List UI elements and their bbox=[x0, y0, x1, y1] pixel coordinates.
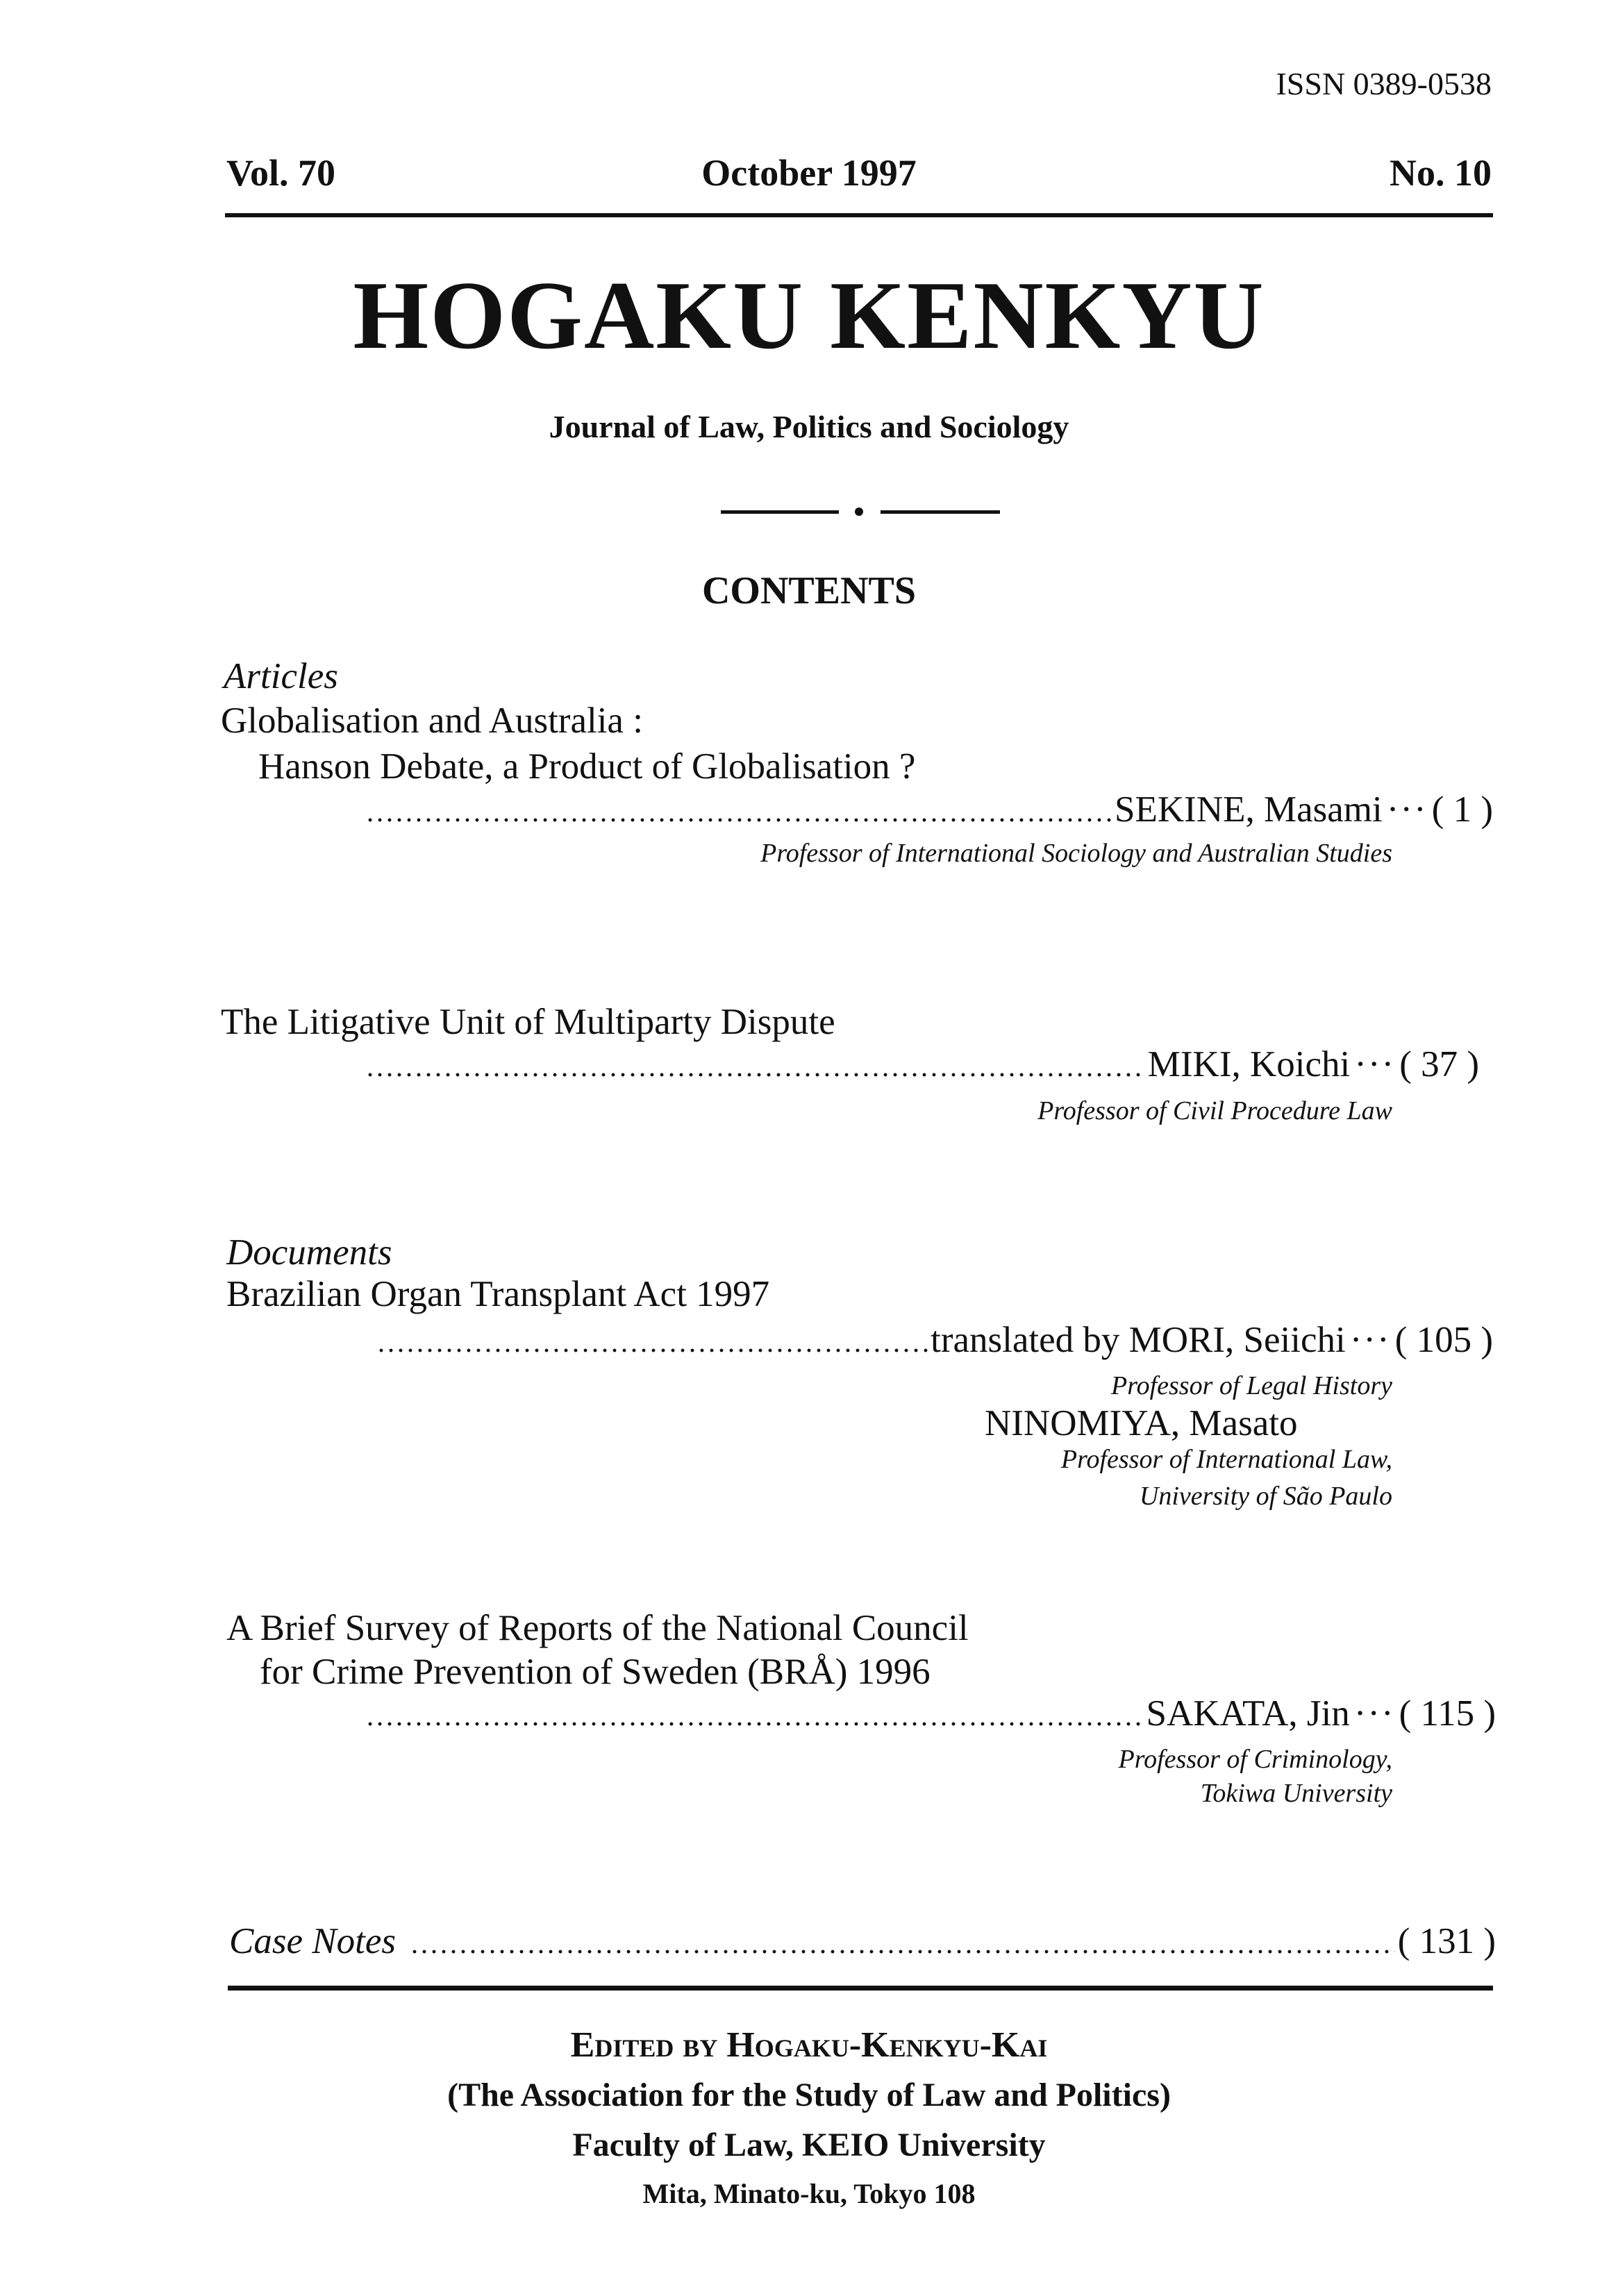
toc-entry-miki[interactable]: MIKI, Koichi ··· ( 37 ) bbox=[362, 1046, 1479, 1083]
dot-leader bbox=[365, 818, 1112, 822]
dot-leader bbox=[365, 1073, 1145, 1077]
coauthor: NINOMIYA, Masato bbox=[985, 1403, 1298, 1443]
author: SAKATA, Jin bbox=[1146, 1693, 1350, 1734]
edited-by: Edited by Hogaku-Kenkyu-Kai bbox=[570, 2025, 1048, 2065]
section-label-documents: Documents bbox=[226, 1232, 392, 1273]
page-number: ( 1 ) bbox=[1431, 789, 1493, 830]
author-affiliation-cont: Tokiwa University bbox=[1200, 1779, 1392, 1808]
coauthor-affiliation-cont: University of São Paulo bbox=[1139, 1482, 1392, 1511]
dot-leader bbox=[376, 1348, 928, 1352]
footer-rule bbox=[228, 1986, 1493, 1991]
ornament-rule-left bbox=[721, 510, 839, 514]
ornament-dot bbox=[855, 508, 863, 516]
issue-number: No. 10 bbox=[1390, 152, 1492, 194]
issue-date: October 1997 bbox=[701, 152, 917, 194]
volume: Vol. 70 bbox=[226, 152, 336, 194]
article-title-cont: Hanson Debate, a Product of Globalisation ? bbox=[258, 746, 916, 787]
ornament-rule-right bbox=[881, 510, 1000, 514]
page-number: ( 115 ) bbox=[1399, 1693, 1496, 1734]
coauthor-affiliation: Professor of International Law, bbox=[1060, 1445, 1392, 1474]
issn: ISSN 0389-0538 bbox=[1276, 66, 1492, 101]
toc-entry-case-notes[interactable] bbox=[229, 1923, 1496, 1960]
page-number: ( 105 ) bbox=[1394, 1320, 1493, 1360]
author-affiliation: Professor of Legal History bbox=[1111, 1371, 1392, 1400]
author-affiliation: Professor of Civil Procedure Law bbox=[1037, 1096, 1392, 1125]
document-title: Brazilian Organ Transplant Act 1997 bbox=[226, 1274, 770, 1314]
toc-entry-sekine[interactable]: SEKINE, Masami ··· ( 1 ) bbox=[362, 791, 1493, 828]
dot-leader bbox=[410, 1950, 1395, 1954]
journal-subtitle: Journal of Law, Politics and Sociology bbox=[549, 409, 1069, 444]
section-label-articles: Articles bbox=[224, 656, 338, 696]
document-title: A Brief Survey of Reports of the National Council bbox=[226, 1608, 969, 1648]
author-affiliation: Professor of Criminology, bbox=[1118, 1745, 1392, 1774]
faculty: Faculty of Law, KEIO University bbox=[572, 2127, 1046, 2163]
toc-entry-mori[interactable]: translated by MORI, Seiichi ··· ( 105 ) bbox=[374, 1322, 1493, 1359]
author: translated by MORI, Seiichi bbox=[931, 1320, 1346, 1360]
page-number: ( 37 ) bbox=[1399, 1044, 1479, 1084]
journal-title: HOGAKU KENKYU bbox=[353, 262, 1265, 369]
author-affiliation: Professor of International Sociology and Australian Studies bbox=[760, 839, 1392, 868]
article-title: The Litigative Unit of Multiparty Dispute bbox=[221, 1002, 835, 1042]
section-label-case-notes: Case Notes bbox=[229, 1921, 396, 1961]
author: SEKINE, Masami bbox=[1115, 789, 1383, 830]
document-title-cont: for Crime Prevention of Sweden (BRÅ) 1996 bbox=[260, 1652, 931, 1692]
address: Mita, Minato-ku, Tokyo 108 bbox=[642, 2178, 976, 2209]
page-number: ( 131 ) bbox=[1397, 1921, 1496, 1961]
contents-heading: CONTENTS bbox=[701, 569, 917, 612]
toc-entry-sakata[interactable]: SAKATA, Jin ··· ( 115 ) bbox=[362, 1695, 1496, 1732]
dot-leader bbox=[365, 1722, 1144, 1726]
header-rule bbox=[225, 213, 1493, 217]
article-title: Globalisation and Australia : bbox=[221, 701, 643, 741]
association: (The Association for the Study of Law and Politics) bbox=[447, 2077, 1171, 2113]
author: MIKI, Koichi bbox=[1147, 1044, 1351, 1084]
